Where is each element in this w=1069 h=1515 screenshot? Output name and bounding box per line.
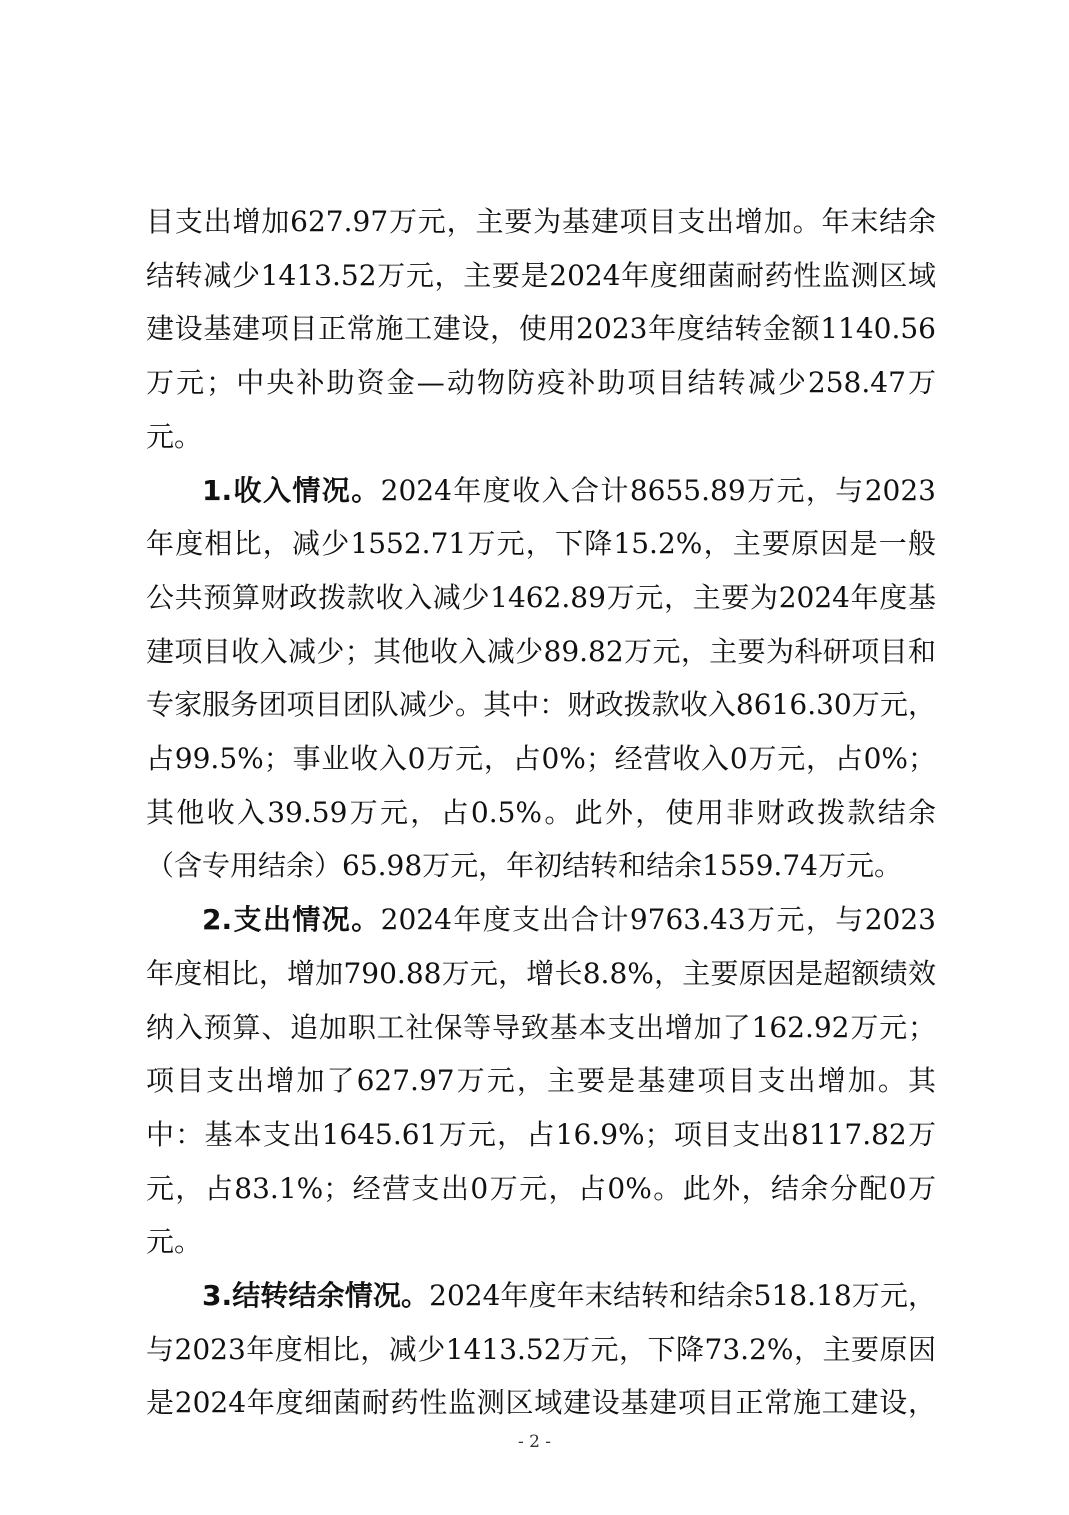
paragraph-income (146, 464, 936, 894)
heading-expenditure: 2.支出情况。 (202, 903, 381, 937)
paragraph-expenditure (146, 893, 936, 1269)
income-body: 2024年度收入合计8655.89万元，与2023年度相比，减少1552.71万元，下降15.2%，主要原因是一般公共预算财政拨款收入减少1462.89万元，主要为2024年度基建项目收入减少；其他收入减少89.82万元，主要为科研项目和专家服务团项目团队减少。其中：财政拨款收入8616.30万元，占99.5%；事业收入0万元，占0%；经营收入0万元，占0%；其他收入39.59万元，占0.5%。此外，使用非财政拨款结余（含专用结余）65.98万元，年初结转和结余1559.74万元。 (146, 473, 936, 883)
expenditure-body: 2024年度支出合计9763.43万元，与2023年度相比，增加790.88万元，增长8.8%，主要原因是超额绩效纳入预算、追加职工社保等导致基本支出增加了162.92万元；项目支出增加了627.97万元，主要是基建项目支出增加。其中：基本支出1645.61万元，占16.9%；项目支出8117.82万元，占83.1%；经营支出0万元，占0%。此外，结余分配0万元。 (146, 903, 936, 1259)
page-number: - 2 - (517, 1432, 552, 1452)
paragraph-continuation: 目支出增加627.97万元，主要为基建项目支出增加。年末结余结转减少1413.52万元，主要是2024年度细菌耐药性监测区域建设基建项目正常施工建设，使用2023年度结转金额1140.56万元；中央补助资金—动物防疫补助项目结转减少258.47万元。 (146, 205, 936, 453)
carryover-body: 2024年度年末结转和结余518.18万元，与2023年度相比，减少1413.52万元，下降73.2%，主要原因是2024年度细菌耐药性监测区域建设基建项目正常施工建设， (146, 1279, 937, 1420)
heading-carryover: 3.结转结余情况。 (202, 1279, 430, 1313)
document-body (146, 195, 936, 1430)
heading-income: 1.收入情况。 (202, 473, 381, 507)
paragraph-carryover (146, 1269, 936, 1430)
